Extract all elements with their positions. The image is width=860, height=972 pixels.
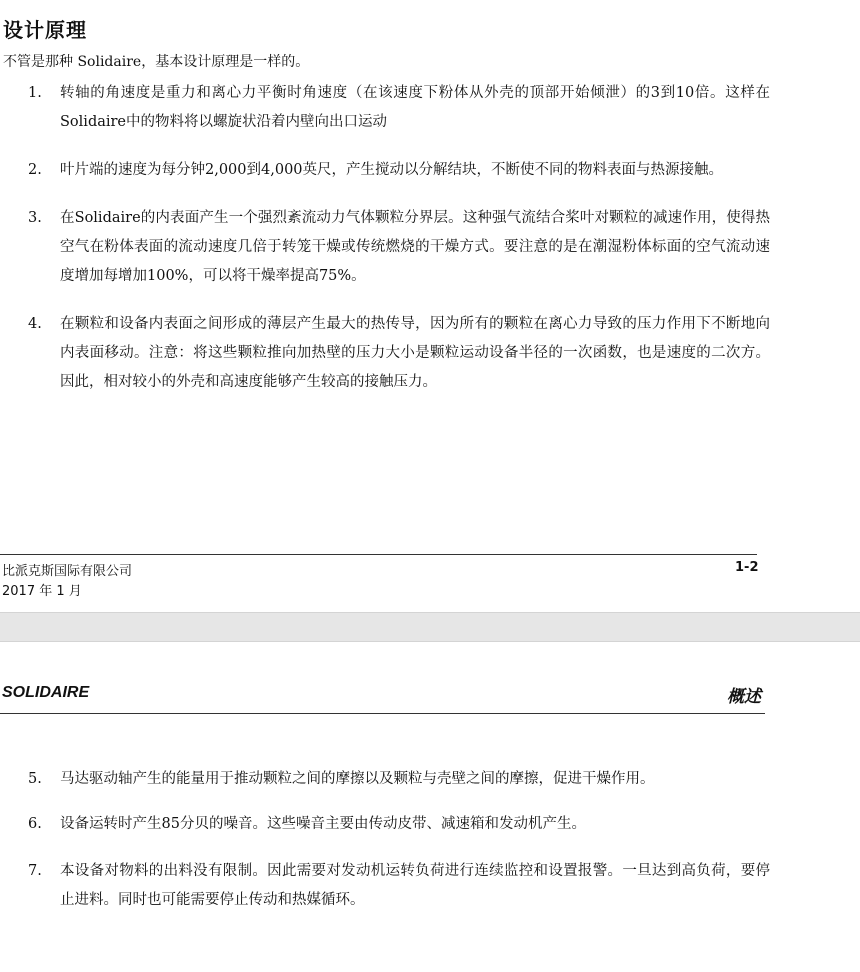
list-item	[0, 765, 770, 794]
footer-page-number: 1-2	[735, 560, 759, 575]
footer-divider	[0, 554, 757, 555]
list-item-number: 7.	[28, 863, 42, 879]
list-item	[0, 156, 770, 185]
list-item-number: 4.	[28, 316, 42, 332]
intro-paragraph: 不管是那种 Solidaire，基本设计原理是一样的。	[3, 54, 310, 70]
list-item	[0, 204, 770, 291]
footer-company: 比派克斯国际有限公司	[2, 564, 133, 579]
list-item-text: 在颗粒和设备内表面之间形成的薄层产生最大的热传导，因为所有的颗粒在离心力导致的压力作用下不断地向内表面移动。注意：将这些颗粒推向加热壁的压力大小是颗粒运动设备半径的一次函数，也是速度的二次方。因此，相对较小的外壳和高速度能够产生较高的接触压力。	[60, 316, 770, 390]
section-title: 设计原理	[3, 18, 87, 42]
list-item-number: 2.	[28, 162, 42, 178]
document-page-2	[0, 642, 860, 972]
list-item-number: 3.	[28, 210, 42, 226]
list-item-text: 本设备对物料的出料没有限制。因此需要对发动机运转负荷进行连续监控和设置报警。一旦达到高负荷，要停止进料。同时也可能需要停止传动和热媒循环。	[60, 863, 770, 908]
running-header-section: 概述	[727, 687, 761, 707]
list-item-number: 5.	[28, 771, 42, 787]
list-item	[0, 79, 770, 137]
list-item	[0, 810, 770, 839]
list-item-number: 1.	[28, 85, 42, 101]
list-item	[0, 310, 770, 397]
principles-list	[0, 79, 770, 397]
list-item-text: 设备运转时产生85分贝的噪音。这些噪音主要由传动皮带、减速箱和发动机产生。	[60, 816, 586, 832]
list-item	[0, 857, 770, 915]
list-item-text: 马达驱动轴产生的能量用于推动颗粒之间的摩擦以及颗粒与壳壁之间的摩擦，促进干燥作用。	[60, 771, 655, 787]
running-header-title: SOLIDAIRE	[2, 684, 90, 701]
footer-date: 2017 年 1 月	[2, 584, 82, 599]
page-separator	[0, 612, 860, 642]
header-divider	[0, 713, 765, 714]
list-item-text: 转轴的角速度是重力和离心力平衡时角速度（在该速度下粉体从外壳的顶部开始倾泄）的3到10倍。这样在Solidaire中的物料将以螺旋状沿着内壁向出口运动	[60, 85, 770, 130]
principles-list-continued	[0, 765, 770, 915]
list-item-number: 6.	[28, 816, 42, 832]
list-item-text: 叶片端的速度为每分钟2,000到4,000英尺，产生搅动以分解结块，不断使不同的物料表面与热源接触。	[60, 162, 724, 178]
list-item-text: 在Solidaire的内表面产生一个强烈紊流动力气体颗粒分界层。这种强气流结合桨叶对颗粒的减速作用，使得热空气在粉体表面的流动速度几倍于转笼干燥或传统燃烧的干燥方式。要注意的是在潮湿粉体标面的空气流动速度增加每增加100%，可以将干燥率提高75%。	[60, 210, 770, 284]
